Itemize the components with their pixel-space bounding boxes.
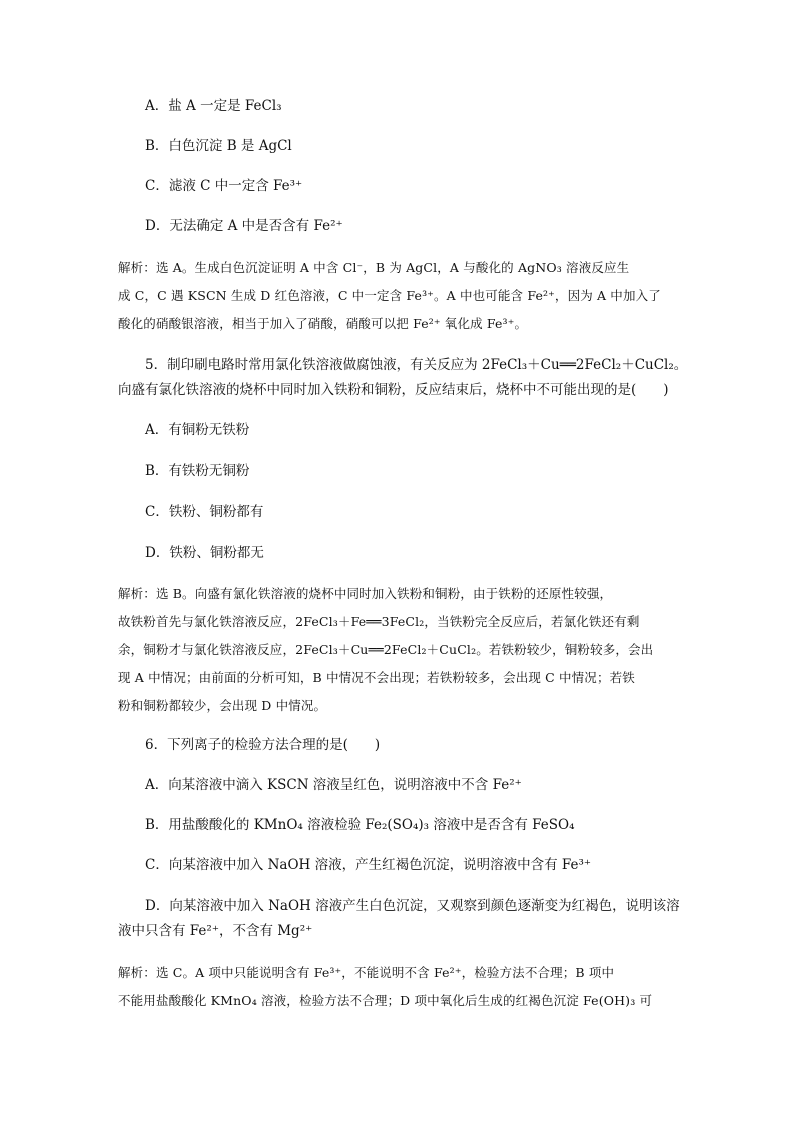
prev-option-c: C．滤液 C 中一定含 Fe³⁺	[145, 178, 303, 194]
q5-analysis-line: 解析：选 B。向盛有氯化铁溶液的烧杯中同时加入铁粉和铜粉，由于铁粉的还原性较强，	[118, 586, 613, 601]
q6-analysis-line: 解析：选 C。A 项中只能说明含有 Fe³⁺，不能说明不含 Fe²⁺，检验方法不合理；B 项中	[118, 965, 615, 980]
q5-analysis-line: 粉和铜粉都较少，会出现 D 中情况。	[118, 698, 327, 713]
q5-analysis-line: 故铁粉首先与氯化铁溶液反应，2FeCl₃＋Fe══3FeCl₂，当铁粉完全反应后，若氯化铁还有剩	[118, 614, 640, 629]
prev-analysis-line: 酸化的硝酸银溶液，相当于加入了硝酸，硝酸可以把 Fe²⁺ 氧化成 Fe³⁺。	[118, 316, 528, 331]
q6-option-d-continued: 液中只含有 Fe²⁺，不含有 Mg²⁺	[118, 923, 313, 939]
q6-option-d: D．向某溶液中加入 NaOH 溶液产生白色沉淀，又观察到颜色逐渐变为红褐色，说明该溶	[145, 898, 680, 914]
q5-analysis-line: 现 A 中情况；由前面的分析可知，B 中情况不会出现；若铁粉较多，会出现 C 中情况；若铁	[118, 670, 635, 685]
q6-option-a: A．向某溶液中滴入 KSCN 溶液呈红色，说明溶液中不含 Fe²⁺	[145, 777, 522, 793]
q5-stem-line: 5．制印刷电路时常用氯化铁溶液做腐蚀液，有关反应为 2FeCl₃＋Cu══2FeCl₂＋CuCl₂。	[145, 357, 688, 373]
q5-option-c: C．铁粉、铜粉都有	[145, 504, 264, 520]
prev-analysis-line: 解析：选 A。生成白色沉淀证明 A 中含 Cl⁻，B 为 AgCl，A 与酸化的 AgNO₃ 溶液反应生	[118, 260, 630, 275]
q5-analysis-line: 余，铜粉才与氯化铁溶液反应，2FeCl₃＋Cu══2FeCl₂＋CuCl₂。若铁粉较少，铜粉较多，会出	[118, 642, 654, 657]
q6-option-c: C．向某溶液中加入 NaOH 溶液，产生红褐色沉淀，说明溶液中含有 Fe³⁺	[145, 857, 592, 873]
q5-stem-line: 向盛有氯化铁溶液的烧杯中同时加入铁粉和铜粉，反应结束后，烧杯中不可能出现的是( )	[118, 382, 669, 398]
prev-analysis-line: 成 C，C 遇 KSCN 生成 D 红色溶液，C 中一定含 Fe³⁺。A 中也可能含 Fe²⁺，因为 A 中加入了	[118, 288, 661, 303]
prev-option-b: B．白色沉淀 B 是 AgCl	[145, 138, 292, 154]
q5-option-b: B．有铁粉无铜粉	[145, 463, 250, 479]
prev-option-d: D．无法确定 A 中是否含有 Fe²⁺	[145, 218, 343, 234]
q6-analysis-line: 不能用盐酸酸化 KMnO₄ 溶液，检验方法不合理；D 项中氧化后生成的红褐色沉淀 Fe(OH)₃ 可	[118, 993, 653, 1008]
q5-option-d: D．铁粉、铜粉都无	[145, 545, 264, 561]
q6-option-b: B．用盐酸酸化的 KMnO₄ 溶液检验 Fe₂(SO₄)₃ 溶液中是否含有 FeSO₄	[145, 817, 575, 833]
q6-stem: 6．下列离子的检验方法合理的是( )	[145, 737, 381, 753]
prev-option-a: A．盐 A 一定是 FeCl₃	[145, 98, 282, 114]
q5-option-a: A．有铜粉无铁粉	[145, 422, 250, 438]
